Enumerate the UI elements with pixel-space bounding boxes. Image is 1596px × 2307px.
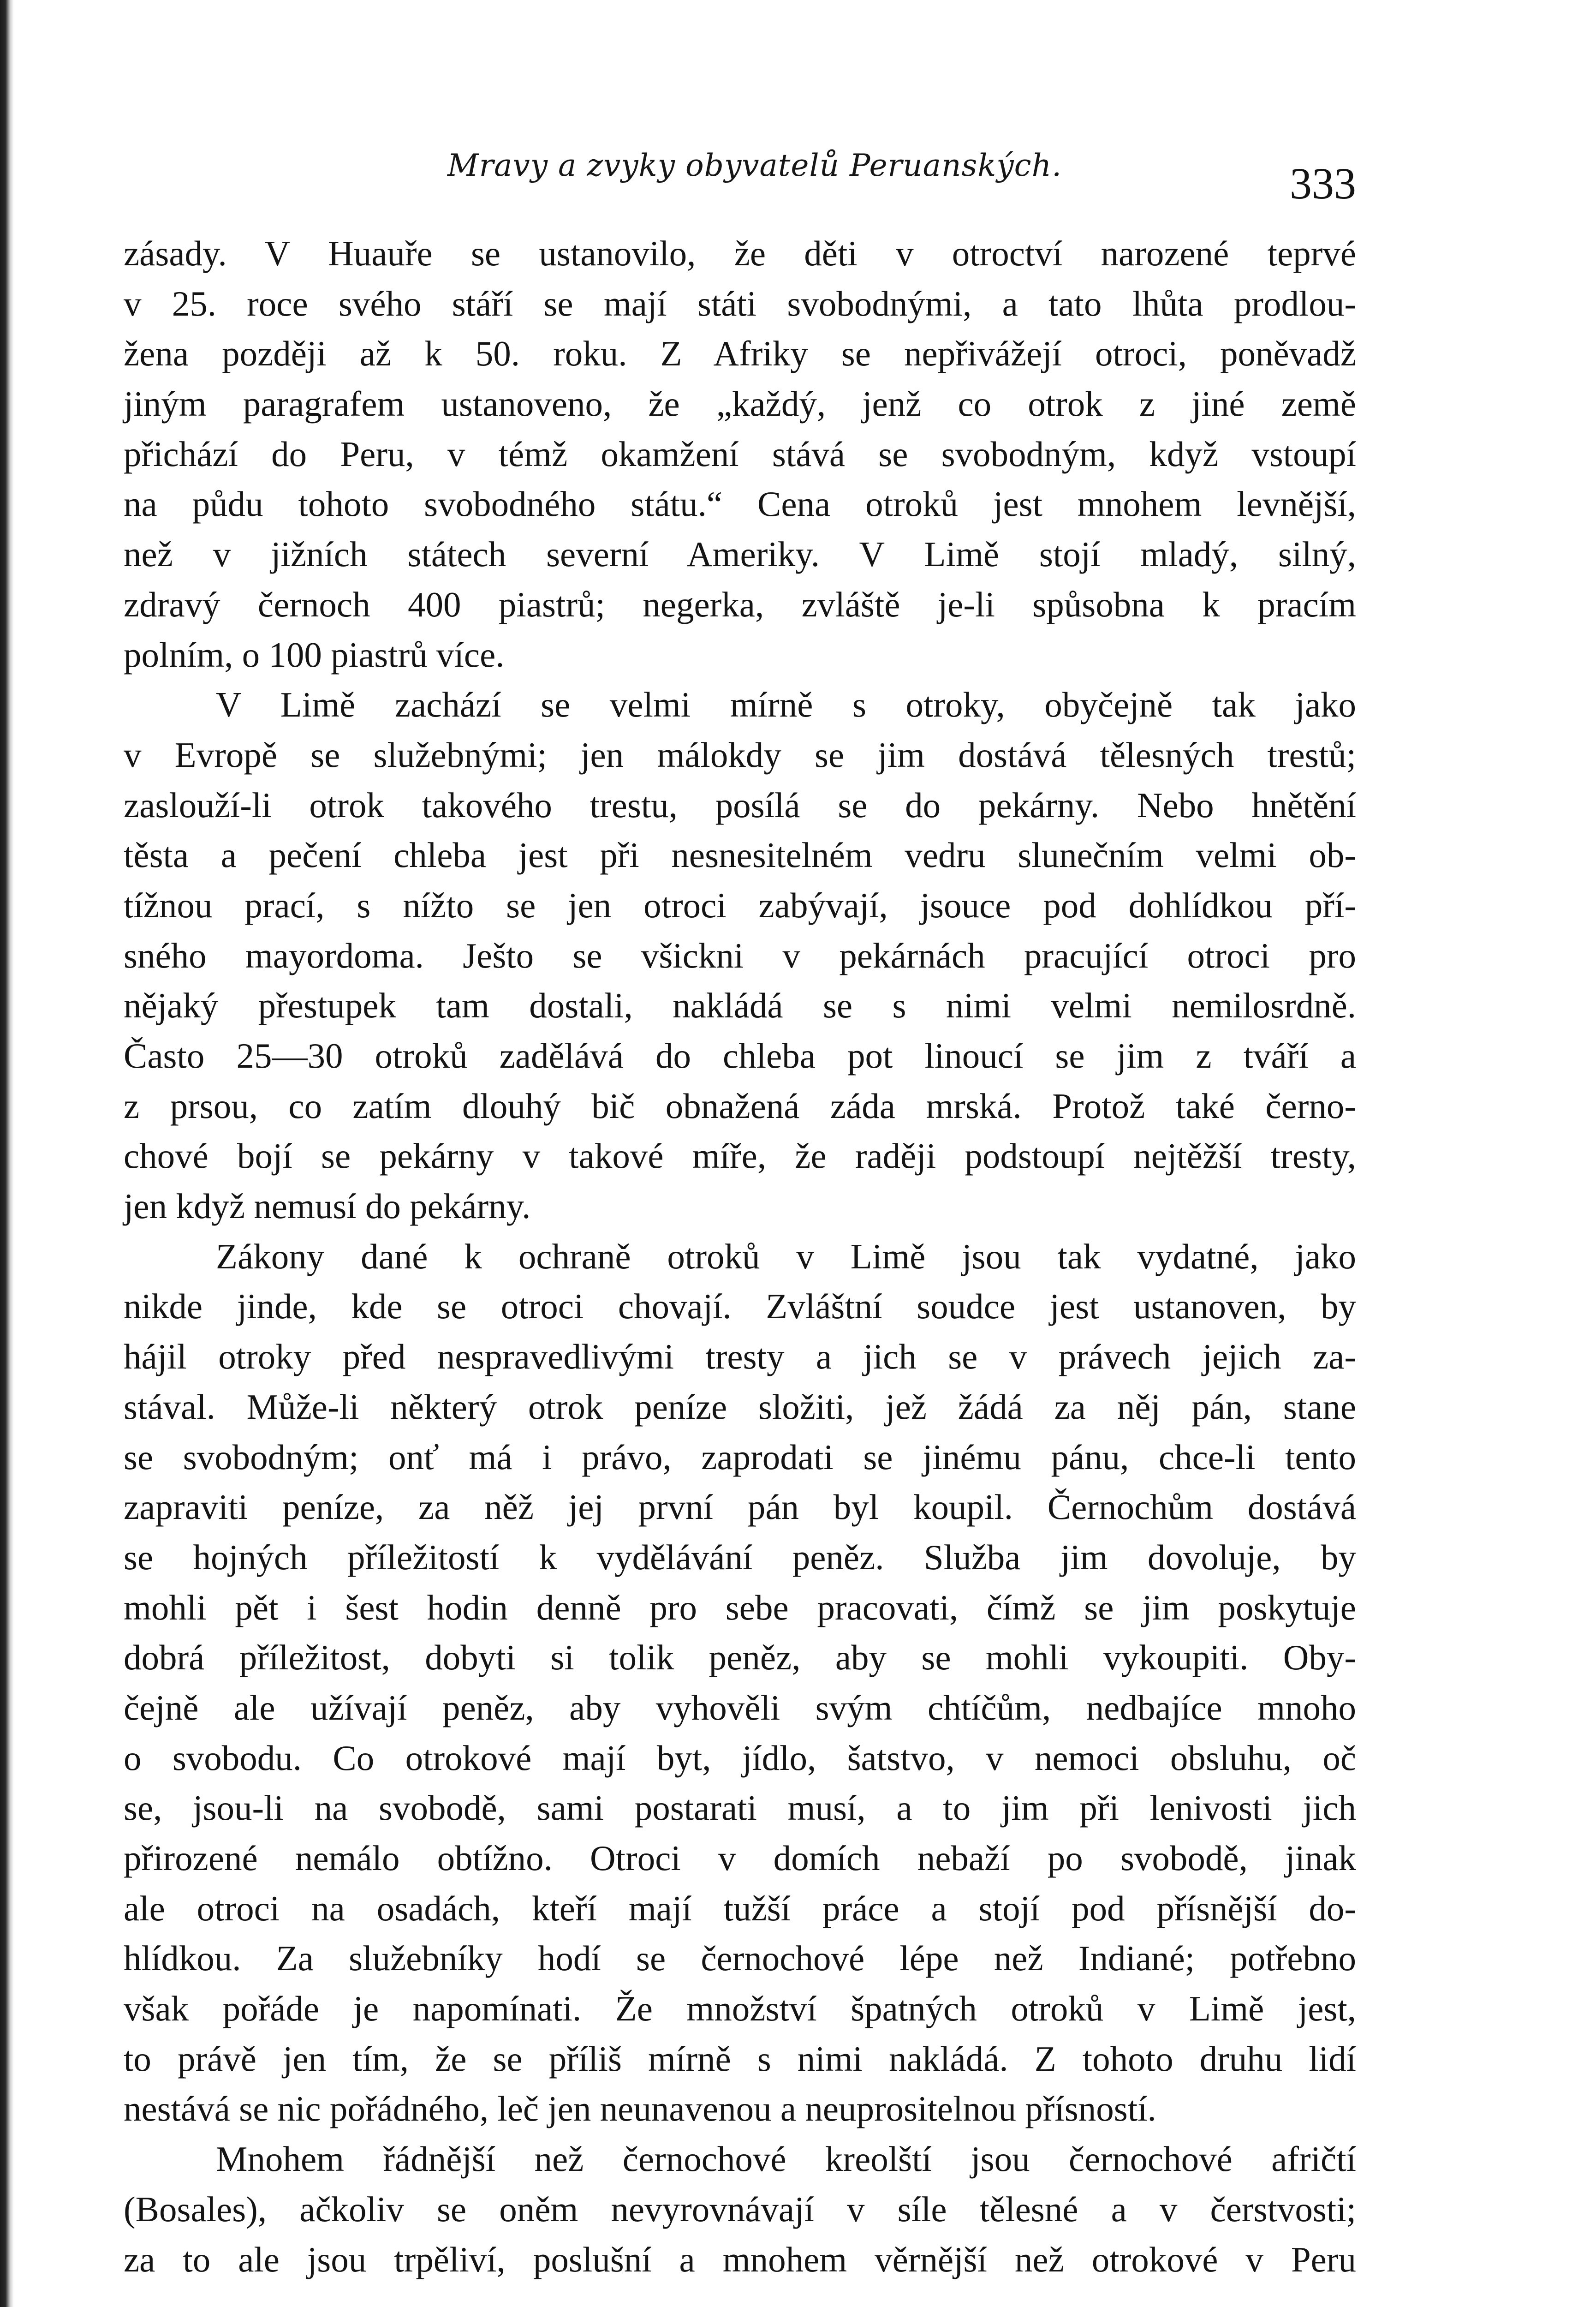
text-line: to právě jen tím, že se příliš mírně s nimi nakládá. Z tohoto druhu lidí <box>124 2038 1356 2079</box>
text-line: přirozené nemálo obtížno. Otroci v domích nebaží po svobodě, jinak <box>124 1838 1356 1878</box>
text-line: přichází do Peru, v témž okamžení stává se svobodným, když vstoupí <box>124 434 1356 474</box>
text-line: se, jsou-li na svobodě, sami postarati musí, a to jim při lenivosti jich <box>124 1788 1356 1828</box>
text-line: tížnou prací, s nížto se jen otroci zabývají, jsouce pod dohlídkou pří- <box>124 885 1356 925</box>
text-line: nestává se nic pořádného, leč jen neunavenou a neuprositelnou přísností. <box>124 2089 1156 2129</box>
text-line: mohli pět i šest hodin denně pro sebe pracovati, čímž se jim poskytuje <box>124 1587 1356 1627</box>
text-line: chové bojí se pekárny v takové míře, že raději podstoupí nejtěžší tresty, <box>124 1136 1356 1176</box>
text-line: ale otroci na osadách, kteří mají tužší práce a stojí pod přísnější do- <box>124 1888 1356 1928</box>
text-line: stával. Může-li některý otrok peníze složiti, jež žádá za něj pán, stane <box>124 1387 1356 1427</box>
text-line: žena později až k 50. roku. Z Afriky se nepřivážejí otroci, poněvadž <box>124 334 1356 374</box>
text-line: o svobodu. Co otrokové mají byt, jídlo, šatstvo, v nemoci obsluhu, oč <box>124 1738 1356 1778</box>
text-line: zásady. V Huauře se ustanovilo, že děti v otroctví narozené teprvé <box>124 233 1356 273</box>
text-line: polním, o 100 piastrů více. <box>124 634 505 675</box>
text-line: Často 25—30 otroků zadělává do chleba pot linoucí se jim z tváří a <box>124 1036 1356 1076</box>
text-line: jiným paragrafem ustanoveno, že „každý, jenž co otrok z jiné země <box>124 384 1356 424</box>
text-line: jen když nemusí do pekárny. <box>124 1186 531 1226</box>
text-line: v 25. roce svého stáří se mají státi svobodnými, a tato lhůta prodlou- <box>124 283 1356 323</box>
text-line: (Bosales), ačkoliv se oněm nevyrovnávají v síle tělesné a v čerstvosti; <box>124 2189 1356 2229</box>
text-line: se hojných příležitostí k vydělávání peněz. Služba jim dovoluje, by <box>124 1537 1356 1577</box>
text-line: hlídkou. Za služebníky hodí se černochové lépe než Indiané; potřebno <box>124 1938 1356 1978</box>
text-line: nějaký přestupek tam dostali, nakládá se s nimi velmi nemilosrdně. <box>124 986 1356 1026</box>
text-line: V Limě zachází se velmi mírně s otroky, obyčejně tak jako <box>216 685 1356 725</box>
text-line: Zákony dané k ochraně otroků v Limě jsou tak vydatné, jako <box>216 1236 1356 1276</box>
text-line: zapraviti peníze, za něž jej první pán byl koupil. Černochům dostává <box>124 1487 1356 1527</box>
text-line: sného mayordoma. Ješto se všickni v pekárnách pracující otroci pro <box>124 935 1356 975</box>
text-line: za to ale jsou trpěliví, poslušní a mnohem věrnější než otrokové v Peru <box>124 2239 1356 2279</box>
scan-binding-edge <box>0 0 14 2307</box>
text-line: těsta a pečení chleba jest při nesnesitelném vedru slunečním velmi ob- <box>124 835 1356 875</box>
text-line: Mnohem řádnější než černochové kreolští jsou černochové afričtí <box>216 2139 1356 2179</box>
text-line: na půdu tohoto svobodného státu.“ Cena otroků jest mnohem levnější, <box>124 484 1356 524</box>
text-line: hájil otroky před nespravedlivými tresty a jich se v právech jejich za- <box>124 1337 1356 1377</box>
text-line: se svobodným; onť má i právo, zaprodati se jinému pánu, chce-li tento <box>124 1437 1356 1477</box>
text-line: však pořáde je napomínati. Že množství špatných otroků v Limě jest, <box>124 1989 1356 2029</box>
text-line: z prsou, co zatím dlouhý bič obnažená záda mrská. Protož také černo- <box>124 1086 1356 1126</box>
page-header <box>125 138 1356 208</box>
body-text <box>124 228 1356 2284</box>
text-line: v Evropě se služebnými; jen málokdy se jim dostává tělesných trestů; <box>124 735 1356 775</box>
text-line: dobrá příležitost, dobyti si tolik peněz, aby se mohli vykoupiti. Oby- <box>124 1638 1356 1678</box>
text-line: než v jižních státech severní Ameriky. V Limě stojí mladý, silný, <box>124 534 1356 574</box>
text-line: zdravý černoch 400 piastrů; negerka, zvláště je-li spůsobna k pracím <box>124 584 1356 624</box>
text-line: čejně ale užívají peněz, aby vyhověli svým chtíčům, nedbajíce mnoho <box>124 1687 1356 1727</box>
text-line: zaslouží-li otrok takového trestu, posílá se do pekárny. Nebo hnětění <box>124 785 1356 825</box>
text-line: nikde jinde, kde se otroci chovají. Zvláštní soudce jest ustanoven, by <box>124 1286 1356 1327</box>
running-head: Mravy a zvyky obyvatelů Peruanských. <box>447 148 1062 183</box>
page-number: 333 <box>1290 159 1356 208</box>
